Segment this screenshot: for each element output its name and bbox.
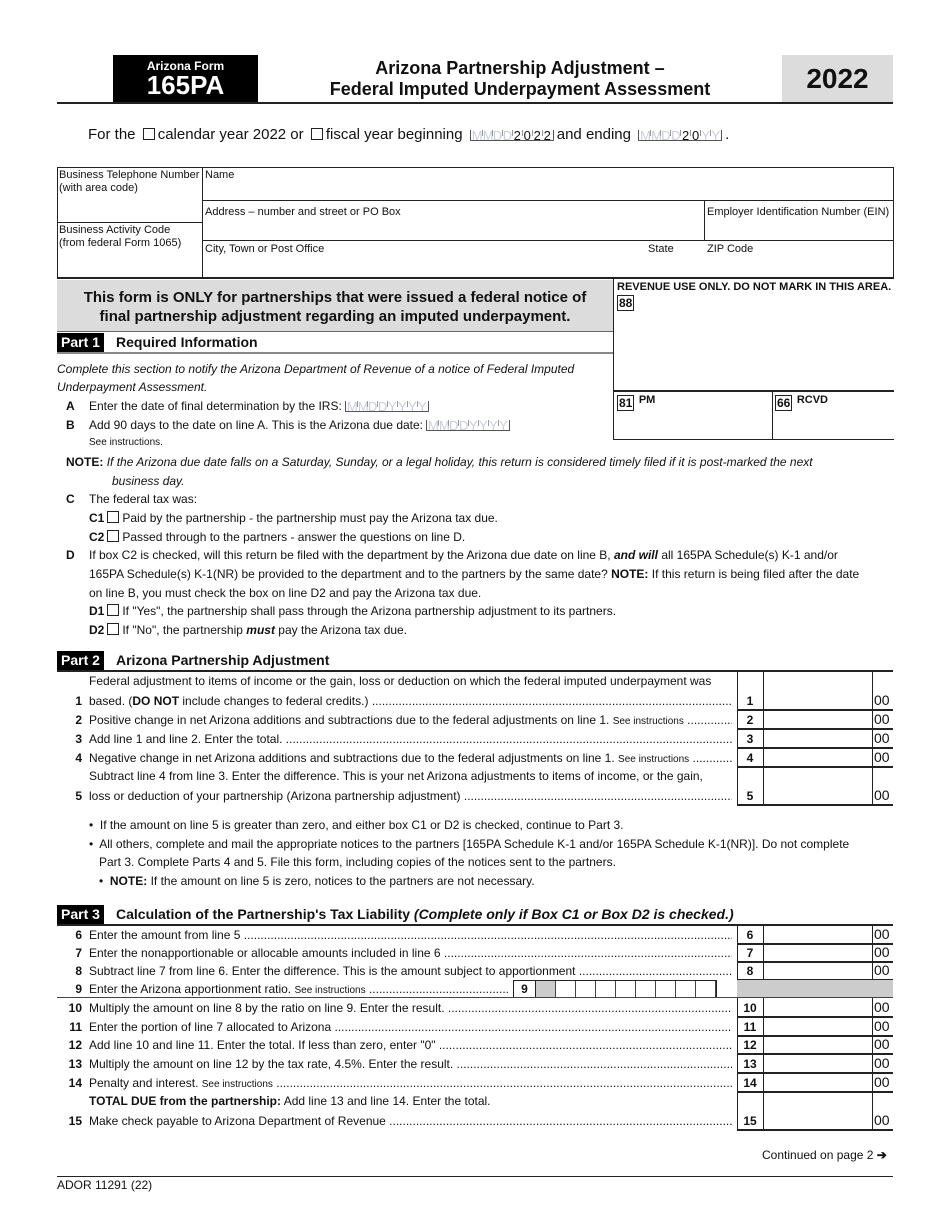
- divider: [202, 167, 203, 278]
- line-4-amount-field[interactable]: [764, 748, 872, 767]
- line-10-row: [57, 998, 893, 1017]
- cents: 00: [874, 926, 890, 942]
- divider: [202, 200, 894, 201]
- cents: 00: [874, 962, 890, 978]
- divider: [202, 240, 894, 241]
- part3-title: Calculation of the Partnership's Tax Liability (Complete only if Box C1 or Box D2 is checked.): [116, 906, 734, 922]
- part2-tag: Part 2: [57, 651, 104, 670]
- date-char: M: [482, 128, 494, 143]
- line-text: Enter the Arizona apportionment ratio.: [89, 982, 292, 996]
- date-char: M: [651, 128, 663, 143]
- cents: 00: [874, 692, 890, 708]
- line-number: 6: [75, 928, 82, 942]
- date-char: 0: [692, 128, 700, 143]
- divider: [57, 352, 613, 354]
- ratio-digit-box[interactable]: [576, 981, 596, 997]
- line-text: Add line 10 and line 11. Enter the total. If less than zero, enter "0": [89, 1038, 436, 1052]
- ratio-digit-box[interactable]: [536, 981, 556, 997]
- divider: [737, 1129, 893, 1131]
- line-text: loss or deduction of your partnership (Arizona partnership adjustment): [89, 789, 461, 803]
- line-number: 11: [69, 1020, 82, 1034]
- line-text: Subtract line 7 from line 6. Enter the difference. This is the amount subject to apportionment: [89, 964, 576, 978]
- line-6-row: [57, 926, 893, 944]
- cents: 00: [874, 711, 890, 727]
- line-text: Add line 1 and line 2. Enter the total.: [89, 732, 283, 746]
- part1-intro: Complete this section to notify the Arizona Department of Revenue of a notice of Federal Imputed Underpayment Assessment.: [57, 362, 575, 394]
- divider: [872, 998, 873, 1017]
- divider: [57, 222, 202, 223]
- line-14-amount-field[interactable]: [764, 1073, 872, 1092]
- line-15-amount-field[interactable]: [764, 1092, 872, 1130]
- pm-area: [617, 394, 655, 412]
- line-number: 15: [68, 1114, 82, 1128]
- rcvd-area: [775, 394, 828, 412]
- line-d-letter: D: [66, 548, 75, 562]
- line-number-box: 2: [746, 713, 754, 727]
- line-text: Negative change in net Arizona additions and subtractions due to the federal adjustments on line 1.: [89, 751, 615, 765]
- line-a: Enter the date of final determination by the IRS: MMDDYYYY: [89, 399, 432, 413]
- date-char: M: [346, 399, 358, 414]
- line-d2: D2 If "No", the partnership must pay the Arizona tax due.: [89, 623, 408, 637]
- line-text-bold: TOTAL DUE from the partnership:: [89, 1094, 282, 1108]
- ratio-digit-box[interactable]: [696, 981, 716, 997]
- line-text: [89, 964, 732, 978]
- cents: 00: [874, 749, 890, 765]
- part2-title: Arizona Partnership Adjustment: [116, 652, 330, 668]
- date-char: D: [661, 128, 671, 143]
- divider: [872, 1017, 873, 1036]
- divider: [613, 390, 894, 392]
- line-text-cont: [89, 1114, 732, 1128]
- line-9-row: [57, 980, 893, 998]
- date-char: D: [367, 399, 378, 414]
- line-d-text-1: If box C2 is checked, will this return be filed with the department by the Arizona due date on line B, and will all 165PA Schedule(s) K-1 and/or: [89, 548, 838, 562]
- line-8-row: [57, 962, 893, 980]
- line-text: Subtract line 4 from line 3. Enter the difference. This is your net Arizona adjustments to items of income, or the gain,: [89, 769, 703, 783]
- calendar-year-checkbox[interactable]: [143, 128, 155, 140]
- line-11-row: [57, 1017, 893, 1036]
- cents: 00: [874, 730, 890, 746]
- fiscal-end-date-field[interactable]: [638, 130, 722, 141]
- line-number: 5: [75, 789, 82, 803]
- line-number: 9: [514, 981, 536, 997]
- address-field[interactable]: Address – number and street or PO Box: [205, 206, 401, 218]
- part1-note: NOTE: If the Arizona due date falls on a Saturday, Sunday, or a legal holiday, this return is considered timely filed if it is post-marked the next: [66, 455, 813, 469]
- line-12-row: [57, 1036, 893, 1054]
- rcvd-label: RCVD: [796, 394, 828, 406]
- part2-bullet-2: • All others, complete and mail the appropriate notices to the partners [165PA Schedule K-1 and/or 165PA Schedule K-1(NR)]. Do not complete: [89, 837, 850, 851]
- line-text: Enter the nonapportionable or allocable amounts included in line 6: [89, 946, 441, 960]
- date-char: 2: [533, 128, 541, 143]
- line-7-row: [57, 944, 893, 962]
- line-number-box: 1: [746, 694, 754, 708]
- ein-field[interactable]: Employer Identification Number (EIN): [707, 206, 890, 218]
- line-15-row: [57, 1092, 893, 1130]
- divider: [872, 767, 873, 805]
- line-text: include changes to federal credits.): [179, 694, 369, 708]
- cents: 00: [874, 1074, 890, 1090]
- line-number: 14: [68, 1076, 82, 1090]
- line-number-box: 15: [743, 1114, 757, 1128]
- line-text: [89, 769, 703, 783]
- date-char: D: [459, 418, 469, 433]
- see-instructions: See instructions: [294, 985, 366, 996]
- d1-checkbox[interactable]: [107, 604, 119, 616]
- divider: [872, 748, 873, 767]
- line-a-letter: A: [66, 399, 75, 413]
- line-number-box: 8: [746, 964, 754, 978]
- line-text: [89, 928, 732, 942]
- line-text: Make check payable to Arizona Department of Revenue: [89, 1114, 386, 1128]
- line-number-box: 3: [746, 732, 754, 746]
- line-1-row: [57, 672, 893, 710]
- divider: [872, 944, 873, 962]
- line-number-box: 12: [743, 1038, 757, 1052]
- cents: 00: [874, 999, 890, 1015]
- revenue-use-label: REVENUE USE ONLY. DO NOT MARK IN THIS AREA.: [617, 281, 892, 293]
- cents: 00: [874, 1036, 890, 1052]
- tax-year: 2022: [782, 55, 893, 103]
- date-char: Y: [701, 128, 710, 143]
- arizona-due-date-field[interactable]: [426, 420, 510, 431]
- line-text: [89, 946, 732, 960]
- state-field[interactable]: State: [648, 243, 674, 255]
- ratio-field[interactable]: [513, 980, 717, 998]
- form-label: Arizona Form: [146, 59, 225, 73]
- line-text: Penalty and interest.: [89, 1076, 199, 1090]
- line-number-box: 7: [746, 946, 754, 960]
- date-char: Y: [417, 399, 427, 414]
- line-number: 9: [75, 982, 82, 996]
- see-instructions: See instructions: [612, 716, 684, 727]
- line-number: 3: [75, 732, 82, 746]
- code-88: 88: [619, 296, 633, 310]
- line-text: Federal adjustment to items of income or the gain, loss or deduction on which the federal imputed underpayment was: [89, 674, 712, 688]
- line-3-row: [57, 729, 893, 748]
- line-text-cont: [89, 694, 732, 708]
- date-char: Y: [387, 399, 397, 414]
- date-char: Y: [489, 418, 498, 433]
- part3-tag: Part 3: [57, 905, 104, 924]
- line-5-amount-field[interactable]: [764, 767, 872, 805]
- code-66: 66: [777, 396, 791, 410]
- cents: 00: [874, 1112, 890, 1128]
- line-text: [89, 1038, 732, 1052]
- divider: [872, 1092, 873, 1130]
- date-char: M: [439, 418, 450, 433]
- line-number: 1: [75, 694, 82, 708]
- cents: 00: [874, 787, 890, 803]
- date-char: Y: [711, 128, 720, 143]
- line-number: 2: [75, 713, 82, 727]
- line-c-text: The federal tax was:: [89, 492, 198, 506]
- line-number-box: 6: [746, 928, 754, 942]
- line-2-row: [57, 710, 893, 729]
- and-ending-label: and ending: [556, 126, 631, 143]
- line-13-amount-field[interactable]: [764, 1054, 872, 1073]
- part1-note-cont: business day.: [112, 474, 185, 488]
- form-number: 165PA: [146, 70, 225, 100]
- line-c2: C2 Passed through to the partners - answer the questions on line D.: [89, 530, 466, 544]
- divider: [57, 102, 893, 104]
- line-text: Add line 13 and line 14. Enter the total.: [281, 1094, 491, 1108]
- line-d-text-3: on line B, you must check the box on line D2 and pay the Arizona tax due.: [89, 586, 482, 600]
- fiscal-year-label: fiscal year beginning: [325, 126, 463, 143]
- ratio-digit-box[interactable]: [616, 981, 636, 997]
- line-12-amount-field[interactable]: [764, 1036, 872, 1054]
- line-number-box: 5: [746, 789, 754, 803]
- line-text: [89, 1020, 732, 1034]
- date-char: Y: [397, 399, 407, 414]
- line-b: Add 90 days to the date on line A. This is the Arizona due date: MMDDYYYY: [89, 418, 513, 432]
- shaded-area: [737, 980, 893, 998]
- line-text: [89, 732, 732, 746]
- revenue-use-area: [613, 279, 894, 440]
- line-number-box: 4: [746, 751, 754, 765]
- line-text: [89, 1001, 732, 1015]
- date-char: Y: [407, 399, 417, 414]
- line-7-amount-field[interactable]: [764, 944, 872, 962]
- date-char: 2: [513, 128, 521, 143]
- line-number: 12: [68, 1038, 82, 1052]
- divider: [872, 1036, 873, 1054]
- divider: [772, 390, 773, 440]
- line-number: 4: [75, 751, 82, 765]
- eligibility-notice: This form is ONLY for partnerships that were issued a federal notice of final partnership adjustment regarding an imputed underpayment.: [57, 280, 613, 332]
- continued-on-page-2: Continued on page 2 ➔: [762, 1148, 887, 1162]
- phone-field[interactable]: Business Telephone Number (with area code): [59, 169, 200, 194]
- line-d-text-2: 165PA Schedule(s) K-1(NR) be provided to the department and to the partners by the same date? NOTE: If this return is being filed after the date: [89, 567, 860, 581]
- line-1-amount-field[interactable]: [764, 672, 872, 710]
- form-id: ADOR 11291 (22): [57, 1178, 153, 1192]
- line-text: [89, 713, 732, 727]
- line-text: [89, 1057, 732, 1071]
- line-c-letter: C: [66, 492, 75, 506]
- calendar-year-label: calendar year 2022 or: [157, 126, 304, 143]
- line-number-box: 11: [743, 1020, 757, 1034]
- part2-note: • NOTE: If the amount on line 5 is zero, notices to the partners are not necessary.: [99, 874, 535, 888]
- line-2-amount-field[interactable]: [764, 710, 872, 729]
- line-5-row: [57, 767, 893, 805]
- date-char: 0: [523, 128, 531, 143]
- divider: [872, 1054, 873, 1073]
- line-b-letter: B: [66, 418, 75, 432]
- name-field[interactable]: Name: [205, 169, 235, 181]
- date-char: D: [502, 128, 513, 143]
- form-number-block: [113, 55, 258, 103]
- ratio-digit-box[interactable]: [636, 981, 656, 997]
- part1-title: Required Information: [116, 334, 258, 350]
- line-text: [89, 674, 711, 688]
- date-char: Y: [469, 418, 478, 433]
- see-instructions: See instructions: [201, 1079, 273, 1090]
- line-6-amount-field[interactable]: [764, 926, 872, 944]
- date-char: D: [671, 128, 681, 143]
- ratio-digit-box[interactable]: [556, 981, 576, 997]
- date-char: M: [471, 128, 483, 143]
- code-81: 81: [619, 396, 633, 410]
- line-c1: C1 Paid by the partnership - the partnership must pay the Arizona tax due.: [89, 511, 498, 525]
- period-prefix: For the: [88, 126, 136, 143]
- part1-tag: Part 1: [57, 333, 104, 352]
- line-text-bold: DO NOT: [132, 694, 180, 708]
- line-13-row: [57, 1054, 893, 1073]
- line-text: Positive change in net Arizona additions and subtractions due to the federal adjustments on line 1.: [89, 713, 610, 727]
- irs-determination-date-field[interactable]: [345, 401, 429, 412]
- line-number: 13: [68, 1057, 82, 1071]
- line-14-row: [57, 1073, 893, 1092]
- line-text-cont: [89, 789, 732, 803]
- line-text: [89, 751, 732, 765]
- divider: [57, 1176, 893, 1177]
- date-char: M: [428, 418, 439, 433]
- d2-checkbox[interactable]: [107, 623, 119, 635]
- date-char: D: [449, 418, 459, 433]
- c2-checkbox[interactable]: [107, 530, 119, 542]
- fiscal-begin-date-field[interactable]: [470, 130, 554, 141]
- line-text: Enter the amount from line 5: [89, 928, 241, 942]
- ratio-digit-box[interactable]: [596, 981, 616, 997]
- line-text: based. (: [89, 694, 133, 708]
- date-char: Y: [479, 418, 488, 433]
- ratio-digit-box[interactable]: [676, 981, 696, 997]
- line-text: Enter the portion of line 7 allocated to Arizona: [89, 1020, 332, 1034]
- period-end: .: [725, 126, 730, 143]
- line-11-amount-field[interactable]: [764, 1017, 872, 1036]
- line-8-amount-field[interactable]: [764, 962, 872, 980]
- fiscal-year-checkbox[interactable]: [311, 128, 323, 140]
- cents: 00: [874, 944, 890, 960]
- divider: [704, 200, 705, 240]
- city-field[interactable]: City, Town or Post Office: [205, 243, 325, 255]
- line-4-row: [57, 748, 893, 767]
- activity-code-field[interactable]: Business Activity Code (from federal Form 1065): [59, 224, 182, 249]
- part2-bullet-1: • If the amount on line 5 is greater than zero, and either box C1 or D2 is checked, continue to Part 3.: [89, 818, 624, 832]
- date-char: 2: [543, 128, 551, 143]
- line-text: Multiply the amount on line 12 by the tax rate, 4.5%. Enter the result.: [89, 1057, 454, 1071]
- zip-field[interactable]: ZIP Code: [707, 243, 754, 255]
- line-number: 7: [75, 946, 82, 960]
- pm-label: PM: [638, 394, 656, 406]
- line-number: 8: [75, 964, 82, 978]
- line-number-box: 10: [743, 1001, 757, 1015]
- date-char: M: [640, 128, 652, 143]
- divider: [872, 672, 873, 710]
- line-text: [89, 982, 509, 996]
- date-char: M: [357, 399, 369, 414]
- c1-checkbox[interactable]: [107, 511, 119, 523]
- divider: [872, 729, 873, 748]
- date-char: D: [377, 399, 388, 414]
- form-title: [258, 58, 782, 100]
- line-text: [89, 1076, 732, 1090]
- line-number: 10: [68, 1001, 82, 1015]
- cents: 00: [874, 1055, 890, 1071]
- title-line-1: Arizona Partnership Adjustment –: [375, 58, 665, 78]
- date-char: D: [492, 128, 503, 143]
- line-number-box: 13: [743, 1057, 757, 1071]
- line-number-box: 14: [743, 1076, 757, 1090]
- line-text: Multiply the amount on line 8 by the ratio on line 9. Enter the result.: [89, 1001, 445, 1015]
- line-10-amount-field[interactable]: [764, 998, 872, 1017]
- arrow-right-icon: ➔: [876, 1148, 887, 1162]
- tax-period-line: [88, 126, 729, 143]
- date-char: 2: [682, 128, 690, 143]
- line-3-amount-field[interactable]: [764, 729, 872, 748]
- part2-bullet-2-cont: Part 3. Complete Parts 4 and 5. File this form, including copies of the notices sent to the partners.: [99, 855, 616, 869]
- divider: [872, 926, 873, 944]
- see-instructions: See instructions: [618, 754, 690, 765]
- line-d1: D1 If "Yes", the partnership shall pass through the Arizona partnership adjustment to its partners.: [89, 604, 617, 618]
- line-b-see-instructions: See instructions.: [89, 437, 163, 448]
- ratio-digit-box[interactable]: [656, 981, 676, 997]
- divider: [872, 710, 873, 729]
- title-line-2: Federal Imputed Underpayment Assessment: [329, 79, 711, 99]
- divider: [872, 1073, 873, 1092]
- divider: [737, 804, 893, 806]
- date-char: Y: [499, 418, 508, 433]
- divider: [872, 962, 873, 980]
- line-text: [89, 1094, 491, 1108]
- cents: 00: [874, 1018, 890, 1034]
